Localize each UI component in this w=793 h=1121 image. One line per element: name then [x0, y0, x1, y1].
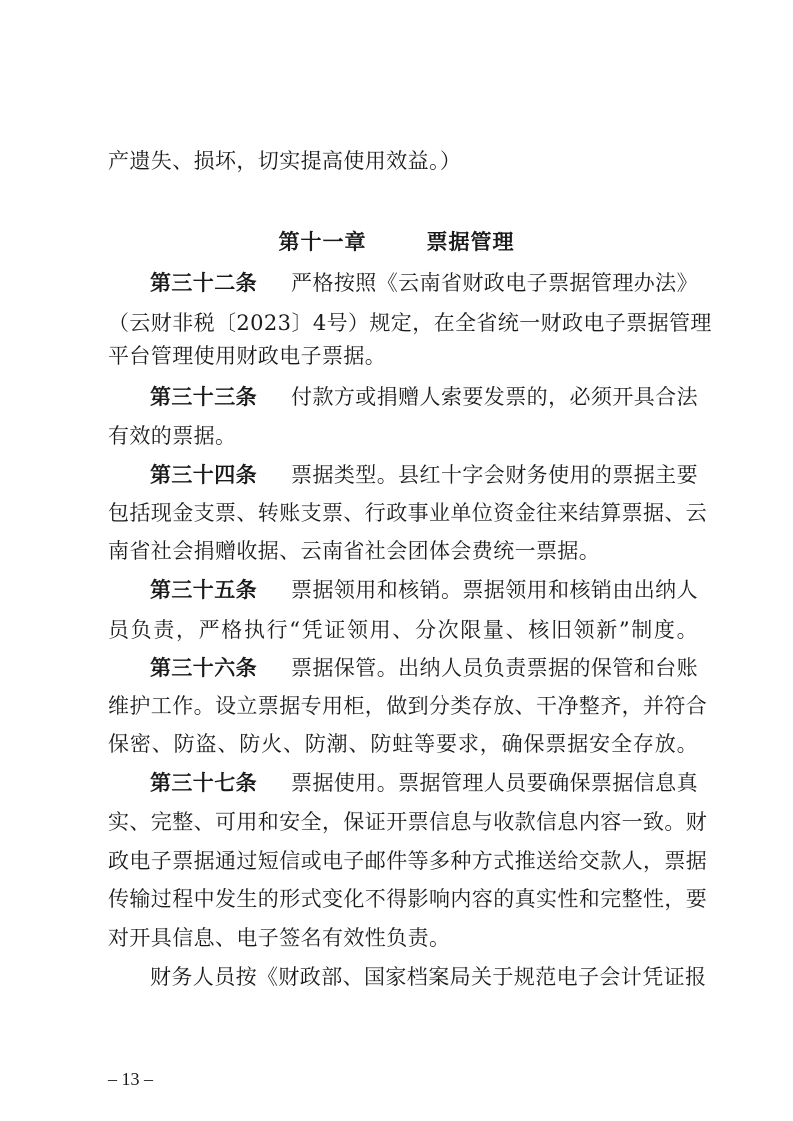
text-line: 保密、防盗、防火、防潮、防蛀等要求，确保票据安全存放。 [108, 732, 698, 756]
article-label: 第三十四条 [150, 463, 257, 487]
text-segment: 票据类型。县红十字会财务使用的票据主要 [291, 463, 698, 487]
article-37-first-line [150, 770, 698, 796]
text-line: 对开具信息、电子签名有效性负责。 [108, 926, 451, 950]
article-35-first-line [150, 577, 698, 603]
chapter-heading [0, 229, 793, 255]
page-number: – 13 – [108, 1069, 153, 1089]
article-label: 第三十二条 [150, 271, 257, 295]
text-segment: 严格按照《云南省财政电子票据管理办法》 [291, 271, 698, 295]
text-segment: 票据保管。出纳人员负责票据的保管和台账 [291, 656, 698, 680]
article-label: 第三十六条 [150, 656, 257, 680]
text-line: 维护工作。设立票据专用柜，做到分类存放、干净整齐，并符合 [108, 694, 708, 718]
text-line: 实、完整、可用和安全，保证开票信息与收款信息内容一致。财 [108, 810, 708, 834]
text-segment: 票据使用。票据管理人员要确保票据信息真 [291, 771, 698, 795]
text-line: 员负责，严格执行“凭证领用、分次限量、核旧领新”制度。 [108, 618, 698, 642]
text-line: 平台管理使用财政电子票据。 [108, 344, 387, 368]
text-line: 有效的票据。 [108, 424, 237, 448]
text-line: 传输过程中发生的形式变化不得影响内容的真实性和完整性，要 [108, 887, 708, 911]
article-32-first-line [150, 270, 698, 296]
article-33-first-line [150, 384, 698, 410]
text-line: 财务人员按《财政部、国家档案局关于规范电子会计凭证报 [150, 965, 707, 989]
chapter-number: 第十一章 [278, 230, 367, 254]
chapter-title: 票据管理 [426, 230, 515, 254]
article-label: 第三十七条 [150, 771, 257, 795]
text-line: 产遗失、损坏，切实提高使用效益。） [108, 149, 462, 173]
article-34-first-line [150, 462, 698, 488]
text-line: 包括现金支票、转账支票、行政事业单位资金往来结算票据、云 [108, 501, 708, 525]
text-line: 南省社会捐赠收据、云南省社会团体会费统一票据。 [108, 539, 601, 563]
article-36-first-line [150, 655, 698, 681]
text-line: 政电子票据通过短信或电子邮件等多种方式推送给交款人，票据 [108, 849, 708, 873]
article-label: 第三十三条 [150, 385, 257, 409]
text-segment: 付款方或捐赠人索要发票的，必须开具合法 [291, 385, 698, 409]
text-segment: 票据领用和核销。票据领用和核销由出纳人 [291, 578, 698, 602]
text-line: （云财非税〔2023〕4号）规定，在全省统一财政电子票据管理 [108, 311, 712, 335]
article-label: 第三十五条 [150, 578, 257, 602]
